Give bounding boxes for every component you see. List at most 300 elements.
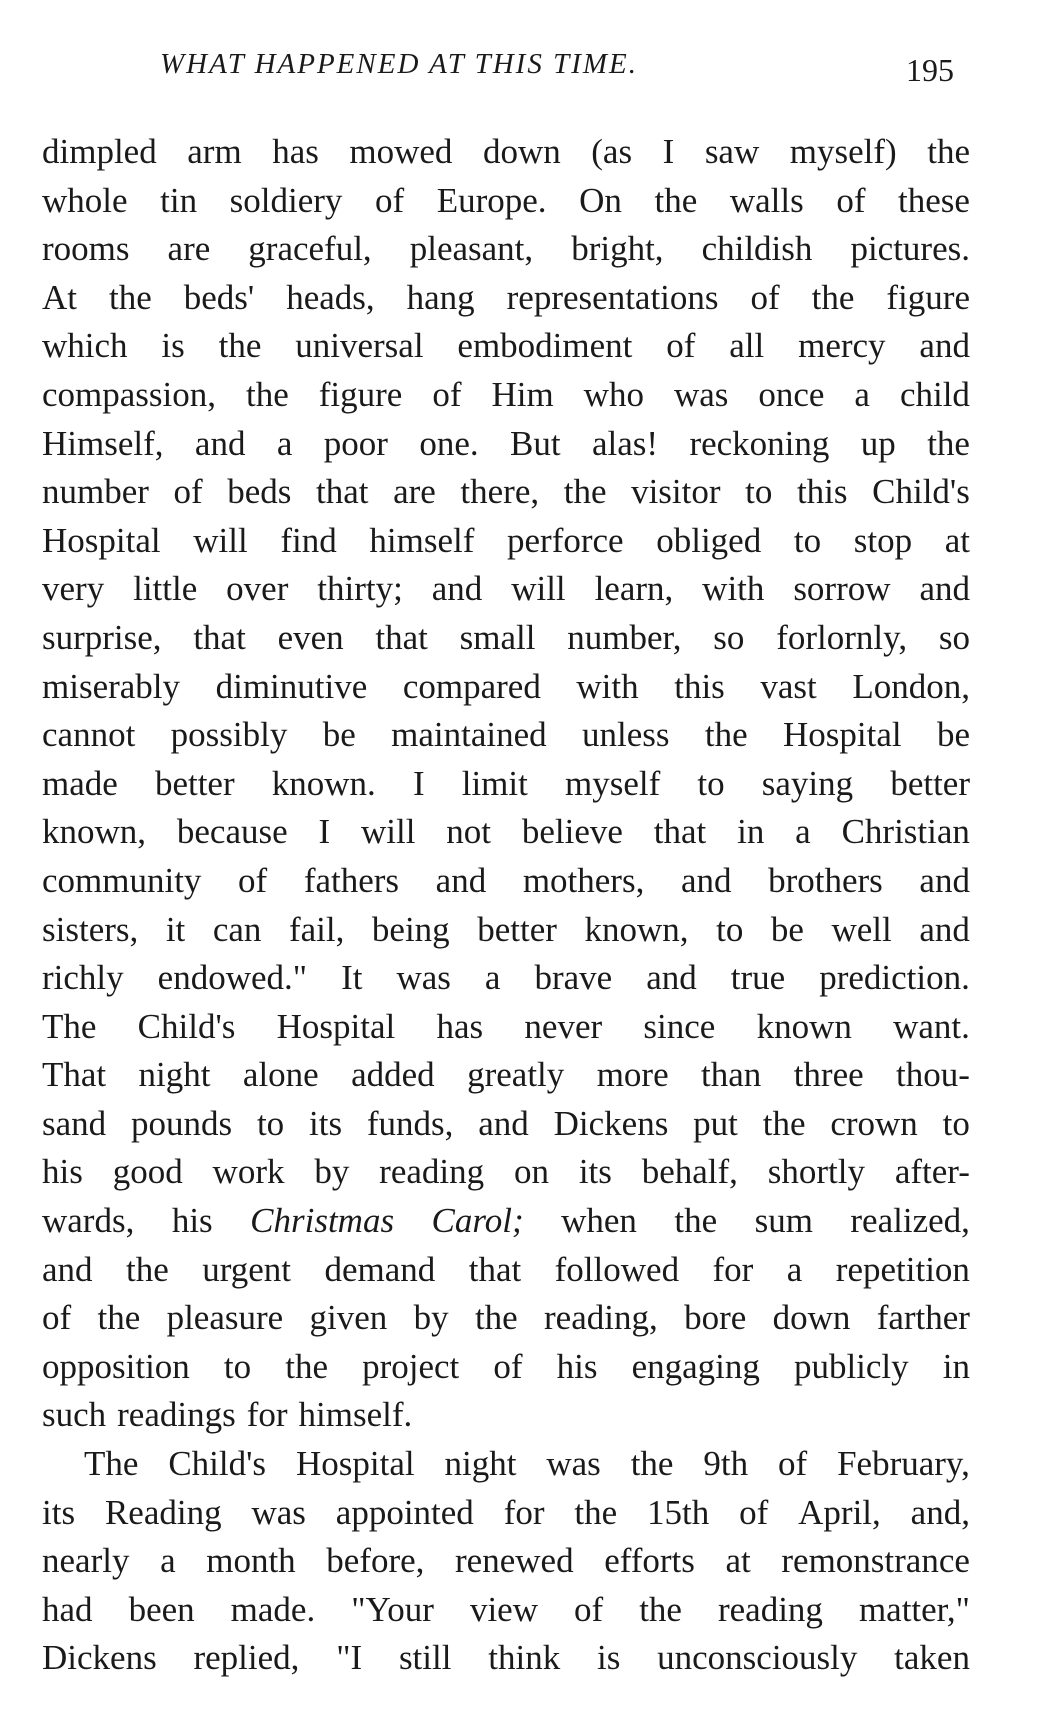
text-line [42, 808, 970, 857]
word: of [739, 1492, 769, 1532]
word: for [246, 1395, 288, 1435]
word: still [398, 1638, 452, 1678]
word: the [285, 1346, 328, 1386]
word: be [936, 715, 970, 755]
word: known [756, 1006, 852, 1046]
word: before, [326, 1541, 425, 1581]
word: more [596, 1055, 669, 1095]
word: and [478, 1103, 529, 1143]
word: fail, [288, 909, 345, 949]
word: reckoning [689, 423, 830, 463]
word: and [435, 860, 487, 900]
word: known, [42, 812, 147, 852]
word: whole [42, 180, 128, 220]
word: poor [323, 423, 388, 463]
word: of [375, 180, 405, 220]
word: But [510, 423, 561, 463]
word: greatly [467, 1055, 565, 1095]
word: had [42, 1589, 93, 1629]
word: better [154, 763, 235, 803]
word: at [944, 520, 970, 560]
word: with [576, 666, 639, 706]
word: sorrow [793, 569, 891, 609]
word: was [251, 1492, 306, 1532]
word: possibly [170, 715, 288, 755]
word: soldiery [229, 180, 343, 220]
word: crown [830, 1103, 918, 1143]
word: with [702, 569, 765, 609]
text-line [42, 1391, 970, 1440]
word: be [770, 909, 804, 949]
word: I [318, 812, 331, 852]
word: better [477, 909, 557, 949]
word: brothers [768, 860, 883, 900]
word: the [218, 326, 262, 366]
word: Child's [168, 1444, 267, 1484]
word: well [831, 909, 892, 949]
word: that [468, 1249, 522, 1289]
word: taken [894, 1638, 970, 1678]
word: repetition [835, 1249, 970, 1289]
word: the [474, 1298, 518, 1338]
word: be [322, 715, 356, 755]
word: up [860, 423, 896, 463]
word: all [729, 326, 765, 366]
word: Child's [872, 472, 970, 512]
word: his [556, 1346, 598, 1386]
word: never [524, 1006, 603, 1046]
word: by [314, 1152, 350, 1192]
word: the [126, 1249, 169, 1289]
word: Hospital [295, 1444, 415, 1484]
word: nearly [42, 1541, 130, 1581]
word: such [42, 1395, 107, 1435]
word: are [167, 229, 211, 269]
word: its [309, 1103, 343, 1143]
word: and [194, 423, 246, 463]
word: put [693, 1103, 738, 1143]
word: limit [461, 763, 528, 803]
word: in [942, 1346, 970, 1386]
word: and [919, 860, 970, 900]
word: the [762, 1103, 806, 1143]
text-line [42, 663, 970, 712]
word: thirty; [317, 569, 403, 609]
word: stop [853, 520, 913, 560]
word: forlornly, [776, 617, 908, 657]
word: its [42, 1492, 76, 1532]
word: Hospital [782, 715, 902, 755]
word: has [272, 132, 319, 171]
word: because [176, 812, 288, 852]
word: the [927, 132, 970, 171]
word: Reading [104, 1492, 222, 1532]
word: sum [754, 1201, 813, 1241]
word: surprise, [42, 617, 162, 657]
word: realized, [850, 1201, 970, 1241]
word: community [42, 860, 202, 900]
word: (as [591, 132, 633, 171]
word: pleasant, [409, 229, 534, 269]
word: not [446, 812, 492, 852]
word: a [786, 1249, 803, 1289]
word: I [662, 132, 675, 171]
word: vast [760, 666, 817, 706]
word: tin [160, 180, 198, 220]
word: to [716, 909, 744, 949]
word: on [513, 1152, 549, 1192]
word: saying [761, 763, 854, 803]
page-number: 195 [906, 52, 954, 88]
word: and [919, 909, 970, 949]
word: miserably [42, 666, 181, 706]
word: who [583, 374, 644, 414]
word: to [697, 763, 725, 803]
word: of [432, 374, 462, 414]
text-line [42, 1634, 970, 1683]
word: little [133, 569, 198, 609]
text-line [42, 177, 970, 226]
word: graceful, [248, 229, 372, 269]
word: has [436, 1006, 484, 1046]
word: the [704, 715, 748, 755]
word: appointed [335, 1492, 474, 1532]
word: of [238, 860, 268, 900]
word: pictures. [850, 229, 970, 269]
word: was [546, 1444, 601, 1484]
word: Hospital [42, 520, 161, 560]
word: is [596, 1638, 621, 1678]
word: made [42, 763, 118, 803]
word: myself) [789, 132, 897, 171]
word: renewed [455, 1541, 574, 1581]
word: the [97, 1298, 141, 1338]
text-line [42, 225, 970, 274]
text-line [42, 274, 970, 323]
word: compassion, [42, 374, 217, 414]
word: that [375, 617, 428, 657]
word: walls [729, 180, 804, 220]
word: than [701, 1055, 762, 1095]
word: this [796, 472, 848, 512]
word: down [772, 1298, 851, 1338]
word: think [488, 1638, 561, 1678]
word: maintained [391, 715, 547, 755]
word: true [730, 958, 786, 998]
word: there, [460, 472, 540, 512]
word: once [758, 374, 825, 414]
word: Himself, [42, 423, 164, 463]
word: reading [379, 1152, 485, 1192]
word: better [890, 763, 970, 803]
word: richly [42, 958, 124, 998]
word: that [653, 812, 707, 852]
word: night [444, 1444, 517, 1484]
word: readings [117, 1395, 236, 1435]
word: unless [582, 715, 670, 755]
word: and [42, 1249, 93, 1289]
word: are [393, 472, 436, 512]
word: for [712, 1249, 754, 1289]
word: the [811, 277, 855, 317]
word: night [138, 1055, 211, 1095]
word: hang [406, 277, 475, 317]
word: want. [893, 1006, 970, 1046]
word: it [165, 909, 186, 949]
word: The [42, 1006, 97, 1046]
word: was [396, 958, 451, 998]
word: the [674, 1201, 718, 1241]
word: very [42, 569, 105, 609]
word: the [654, 180, 698, 220]
word: childish [701, 229, 813, 269]
word: the [108, 277, 152, 317]
word: "I [336, 1638, 363, 1678]
word: the [246, 374, 289, 414]
word: month [206, 1541, 296, 1581]
text-line [42, 1343, 970, 1392]
word: of [42, 1298, 72, 1338]
word: of [173, 472, 203, 512]
word: its [578, 1152, 612, 1192]
word: since [643, 1006, 716, 1046]
text-line [42, 1246, 970, 1295]
word: wards, [42, 1201, 135, 1241]
word: brave [534, 958, 613, 998]
word: I [412, 763, 425, 803]
word: universal [295, 326, 424, 366]
word: given [309, 1298, 388, 1338]
word: Europe. [436, 180, 547, 220]
word: funds, [366, 1103, 454, 1143]
word: that [316, 472, 369, 512]
word: At [42, 277, 77, 317]
word: and [680, 860, 732, 900]
text-line [42, 1051, 970, 1100]
word: bright, [571, 229, 664, 269]
word: Christmas [250, 1201, 395, 1241]
word: The [84, 1444, 139, 1484]
word: figure [318, 374, 403, 414]
word: and [919, 326, 970, 366]
word: by [413, 1298, 449, 1338]
word: 9th [703, 1444, 749, 1484]
word: reading [717, 1589, 823, 1629]
word: a [276, 423, 293, 463]
word: Hospital [276, 1006, 396, 1046]
word: demand [324, 1249, 436, 1289]
word: to [223, 1346, 252, 1386]
word: himself. [298, 1395, 413, 1435]
text-line [42, 1197, 970, 1246]
word: beds [227, 472, 292, 512]
word: It [341, 958, 363, 998]
word: farther [876, 1298, 970, 1338]
word: efforts [604, 1541, 695, 1581]
word: view [469, 1589, 538, 1629]
word: being [371, 909, 450, 949]
word: publicly [793, 1346, 909, 1386]
word: "Your [351, 1589, 434, 1629]
word: alas! [591, 423, 659, 463]
text-line [42, 954, 970, 1003]
word: followed [554, 1249, 680, 1289]
word: behalf, [641, 1152, 738, 1192]
word: bore [684, 1298, 747, 1338]
word: a [160, 1541, 176, 1581]
word: believe [521, 812, 623, 852]
word: child [899, 374, 970, 414]
word: over [226, 569, 289, 609]
word: representations [506, 277, 719, 317]
word: compared [402, 666, 541, 706]
word: of [666, 326, 696, 366]
text-line [42, 371, 970, 420]
text-line [42, 857, 970, 906]
word: endowed." [157, 958, 308, 998]
word: Christian [841, 812, 970, 852]
word: of [493, 1346, 523, 1386]
word: to [256, 1103, 285, 1143]
word: thou- [896, 1055, 970, 1095]
word: obliged [656, 520, 762, 560]
word: reading, [544, 1298, 658, 1338]
word: dimpled [42, 132, 157, 171]
word: of [836, 180, 866, 220]
word: arm [187, 132, 242, 171]
text-line [42, 1489, 970, 1538]
word: London, [852, 666, 970, 706]
word: February, [837, 1444, 970, 1484]
word: for [503, 1492, 545, 1532]
word: mowed [349, 132, 453, 171]
word: pounds [130, 1103, 233, 1143]
word: will [511, 569, 566, 609]
word: can [212, 909, 262, 949]
text-line [42, 1003, 970, 1052]
text-line [42, 906, 970, 955]
text-line [42, 711, 970, 760]
word: On [579, 180, 622, 220]
text-line [42, 760, 970, 809]
word: known. [271, 763, 376, 803]
word: of [750, 277, 780, 317]
word: small [459, 617, 536, 657]
word: and [431, 569, 483, 609]
text-line [42, 322, 970, 371]
word: pleasure [166, 1298, 284, 1338]
word: so [938, 617, 970, 657]
text-line [42, 1100, 970, 1149]
word: Dickens [42, 1638, 157, 1678]
word: his [42, 1152, 83, 1192]
word: a [795, 812, 811, 852]
word: will [193, 520, 248, 560]
word: That [42, 1055, 107, 1095]
word: opposition [42, 1346, 190, 1386]
word: a [484, 958, 501, 998]
word: myself [565, 763, 661, 803]
word: which [42, 326, 128, 366]
word: and [646, 958, 697, 998]
word: one. [419, 423, 479, 463]
word: will [360, 812, 416, 852]
word: and [919, 569, 970, 609]
word: diminutive [215, 666, 368, 706]
word: April, [798, 1492, 881, 1532]
word: three [793, 1055, 864, 1095]
word: 15th [647, 1492, 710, 1532]
word: to [942, 1103, 970, 1143]
word: sisters, [42, 909, 139, 949]
word: fathers [303, 860, 400, 900]
text-line [42, 420, 970, 469]
word: beds' [183, 277, 255, 317]
word: the [563, 472, 607, 512]
word: replied, [193, 1638, 300, 1678]
word: Dickens [553, 1103, 669, 1143]
word: work [212, 1152, 285, 1192]
word: rooms [42, 229, 130, 269]
word: unconsciously [657, 1638, 858, 1678]
word: embodiment [457, 326, 633, 366]
word: Carol; [431, 1201, 524, 1241]
word: himself [369, 520, 475, 560]
word: been [128, 1589, 195, 1629]
word: so [713, 617, 745, 657]
word: good [112, 1152, 183, 1192]
word: the [927, 423, 970, 463]
word: these [898, 180, 970, 220]
word: after- [894, 1152, 970, 1192]
word: of [574, 1589, 604, 1629]
word: number, [567, 617, 682, 657]
word: heads, [286, 277, 375, 317]
word: remonstrance [781, 1541, 970, 1581]
word: made. [230, 1589, 316, 1629]
word: the [639, 1589, 682, 1629]
word: engaging [631, 1346, 760, 1386]
word: and, [910, 1492, 970, 1532]
word: known, [584, 909, 689, 949]
word: cannot [42, 715, 136, 755]
word: visitor [631, 472, 721, 512]
text-line [42, 1440, 970, 1489]
word: perforce [507, 520, 624, 560]
word: in [737, 812, 765, 852]
word: sand [42, 1103, 107, 1143]
body-text [42, 128, 970, 1683]
word: his [171, 1201, 213, 1241]
text-line [42, 565, 970, 614]
word: alone [242, 1055, 319, 1095]
word: find [280, 520, 337, 560]
word: of [778, 1444, 808, 1484]
text-line [42, 614, 970, 663]
word: was [673, 374, 729, 414]
text-line [42, 517, 970, 566]
word: mercy [798, 326, 886, 366]
word: that [193, 617, 246, 657]
word: figure [886, 277, 970, 317]
text-line [42, 468, 970, 517]
word: to [793, 520, 822, 560]
running-header: WHAT HAPPENED AT THIS TIME. [160, 48, 638, 80]
text-line [42, 1148, 970, 1197]
word: this [674, 666, 725, 706]
text-line [42, 1537, 970, 1586]
word: the [630, 1444, 674, 1484]
